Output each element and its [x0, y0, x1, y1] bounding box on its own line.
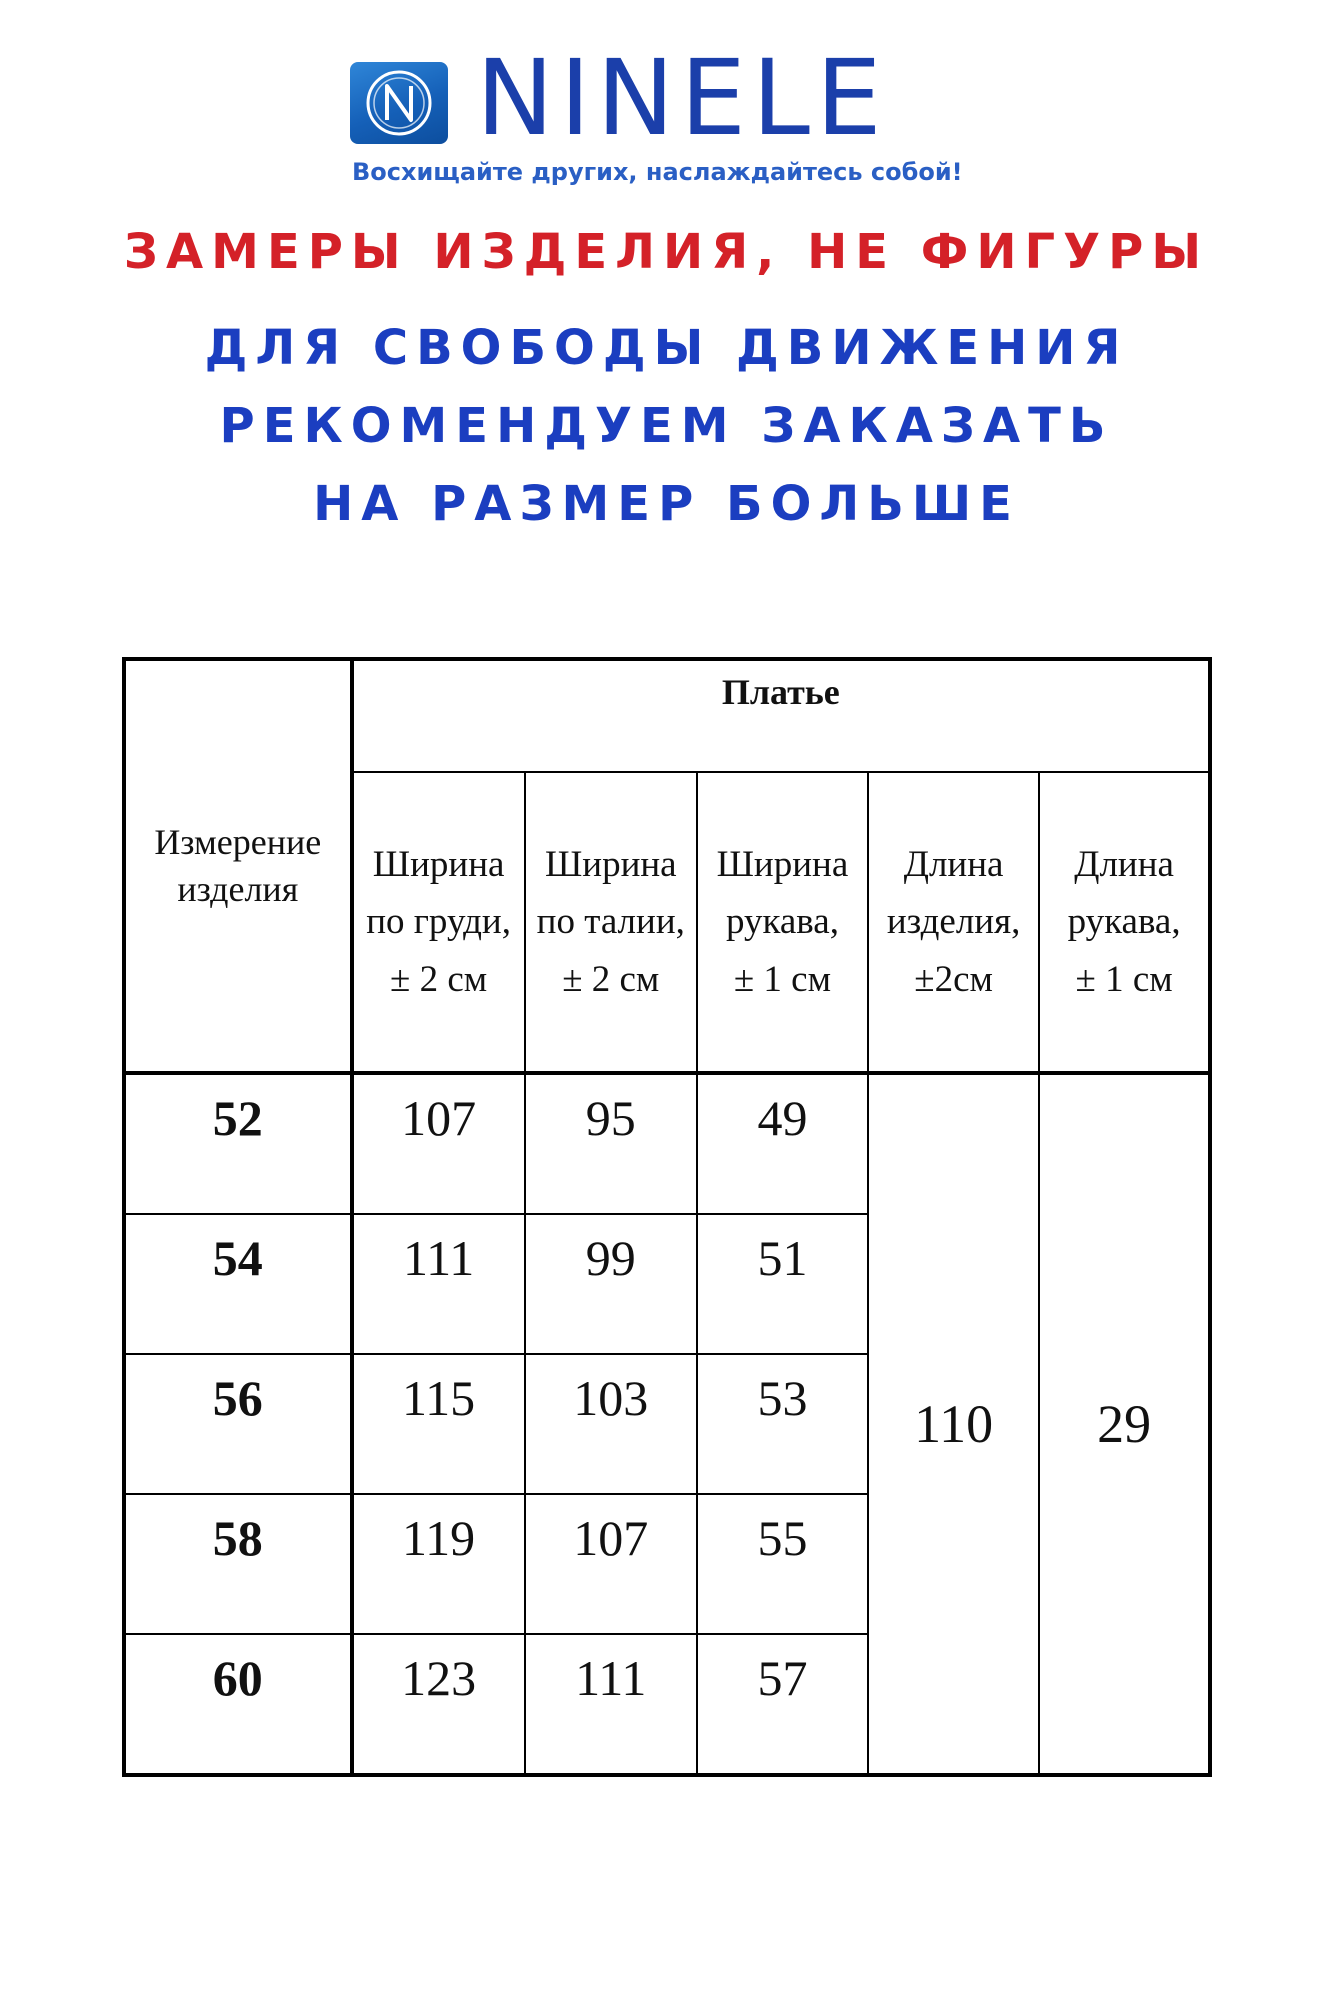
table-row: [124, 1073, 1210, 1214]
brand-name: NINELE: [476, 37, 888, 159]
corner-header: [124, 659, 352, 1073]
measurement-warning: ЗАМЕРЫ ИЗДЕЛИЯ, НЕ ФИГУРЫ: [123, 224, 1210, 280]
waist-value: 111: [525, 1634, 697, 1775]
waist-value: 103: [525, 1354, 697, 1494]
column-header-waist: Ширина по талии, ± 2 см: [525, 772, 697, 1073]
chest-value: 119: [352, 1494, 525, 1634]
size-value: 58: [124, 1494, 352, 1634]
garment-group-header: Платье: [352, 659, 1210, 772]
recommendation-line-3: НА РАЗМЕР БОЛЬШЕ: [313, 476, 1020, 532]
sleeve-width-value: 57: [697, 1634, 868, 1775]
column-header-chest: Ширина по груди, ± 2 см: [352, 772, 525, 1073]
chest-value: 107: [352, 1073, 525, 1214]
column-header-item-length: Длина изделия, ±2см: [868, 772, 1039, 1073]
size-value: 52: [124, 1073, 352, 1214]
chest-value: 115: [352, 1354, 525, 1494]
column-header-sleeve-length: Длина рукава, ± 1 см: [1039, 772, 1210, 1073]
corner-header-line: изделия: [177, 869, 299, 909]
sleeve-width-value: 51: [697, 1214, 868, 1354]
recommendation-line-2: РЕКОМЕНДУЕМ ЗАКАЗАТЬ: [219, 398, 1114, 454]
chest-value: 123: [352, 1634, 525, 1775]
size-table: [122, 657, 1212, 1777]
waist-value: 107: [525, 1494, 697, 1634]
item-length-value: 110: [868, 1073, 1039, 1775]
brand-tagline: Восхищайте других, наслаждайтесь собой!: [352, 158, 963, 186]
n-monogram-icon: [350, 62, 448, 144]
sleeve-width-value: 49: [697, 1073, 868, 1214]
waist-value: 95: [525, 1073, 697, 1214]
size-value: 56: [124, 1354, 352, 1494]
corner-header-line: Измерение: [154, 822, 322, 863]
brand-logo: [348, 37, 998, 200]
size-value: 54: [124, 1214, 352, 1354]
chest-value: 111: [352, 1214, 525, 1354]
size-value: 60: [124, 1634, 352, 1775]
waist-value: 99: [525, 1214, 697, 1354]
sleeve-length-value: 29: [1039, 1073, 1210, 1775]
sleeve-width-value: 53: [697, 1354, 868, 1494]
column-header-sleeve-width: Ширина рукава, ± 1 см: [697, 772, 868, 1073]
recommendation-line-1: ДЛЯ СВОБОДЫ ДВИЖЕНИЯ: [204, 320, 1129, 376]
sleeve-width-value: 55: [697, 1494, 868, 1634]
